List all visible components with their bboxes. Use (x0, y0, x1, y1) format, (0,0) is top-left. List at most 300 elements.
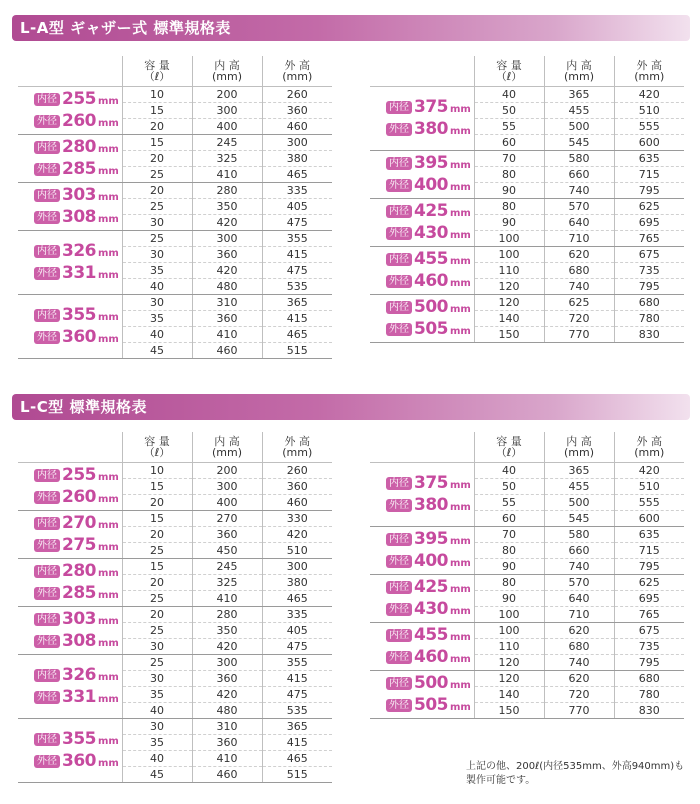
outer-height-cell: 535 (262, 702, 332, 718)
outer-diameter-value: 505 (414, 695, 448, 715)
table-row (18, 558, 332, 574)
capacity-cell: 20 (122, 150, 192, 166)
inner-height-cell: 740 (544, 182, 614, 198)
inner-diameter (386, 96, 474, 118)
outer-height-header-label: 外 高 (284, 434, 310, 448)
inner-diameter-value: 303 (62, 185, 96, 205)
outer-height-cell: 330 (262, 510, 332, 526)
capacity-header-label: 容 量 (144, 434, 170, 448)
inner-diameter-value: 425 (414, 201, 448, 221)
outer-diameter-value: 380 (414, 495, 448, 515)
capacity-cell: 20 (122, 526, 192, 542)
diameter-label (18, 134, 122, 182)
capacity-cell: 70 (474, 526, 544, 542)
capacity-header-unit: （ℓ） (495, 69, 523, 83)
capacity-cell: 25 (122, 622, 192, 638)
outer-diameter-value: 275 (62, 535, 96, 555)
inner-diameter-value: 395 (414, 153, 448, 173)
header-blank (18, 56, 122, 86)
outer-diameter-value: 360 (62, 327, 96, 347)
inner-height-header-label: 内 高 (566, 58, 592, 72)
capacity-cell: 120 (474, 294, 544, 310)
outer-height-cell: 420 (614, 86, 684, 102)
outer-height-cell: 695 (614, 214, 684, 230)
inner-height-cell: 310 (192, 718, 262, 734)
outer-height-cell: 360 (262, 102, 332, 118)
outer-diameter-unit: mm (98, 270, 119, 281)
capacity-cell: 20 (122, 606, 192, 622)
outer-diameter (386, 694, 474, 716)
inner-height-cell: 300 (192, 230, 262, 246)
inner-diameter-unit: mm (450, 256, 471, 267)
table-row (18, 230, 332, 246)
outer-height-cell: 260 (262, 462, 332, 478)
table-row (18, 86, 332, 102)
capacity-cell: 30 (122, 246, 192, 262)
outer-height-cell: 515 (262, 342, 332, 358)
outer-diameter (34, 158, 122, 180)
table-row (18, 462, 332, 478)
inner-diameter-badge: 内径 (386, 253, 412, 266)
outer-diameter-value: 430 (414, 599, 448, 619)
inner-height-cell: 740 (544, 278, 614, 294)
capacity-cell: 120 (474, 670, 544, 686)
inner-diameter-unit: mm (450, 584, 471, 595)
capacity-cell: 45 (122, 766, 192, 782)
inner-diameter-badge: 内径 (386, 677, 412, 690)
capacity-cell: 40 (474, 462, 544, 478)
table-row (18, 510, 332, 526)
outer-height-cell: 420 (614, 462, 684, 478)
outer-height-cell: 795 (614, 278, 684, 294)
outer-diameter-unit: mm (98, 590, 119, 601)
inner-height-cell: 580 (544, 526, 614, 542)
inner-diameter (34, 184, 122, 206)
outer-height-cell: 780 (614, 310, 684, 326)
inner-height-cell: 360 (192, 670, 262, 686)
inner-height-cell: 680 (544, 262, 614, 278)
diameter-label (18, 654, 122, 718)
outer-height-cell: 465 (262, 750, 332, 766)
inner-diameter-badge: 内径 (34, 565, 60, 578)
outer-diameter-badge: 外径 (34, 331, 60, 344)
capacity-cell: 55 (474, 494, 544, 510)
outer-diameter-unit: mm (450, 182, 471, 193)
diameter-label (18, 86, 122, 134)
inner-height-cell: 620 (544, 246, 614, 262)
diameter-label (370, 574, 474, 622)
inner-height-cell: 770 (544, 702, 614, 718)
outer-diameter-unit: mm (98, 118, 119, 129)
outer-diameter (34, 534, 122, 556)
outer-height-cell: 300 (262, 558, 332, 574)
inner-diameter-badge: 内径 (34, 469, 60, 482)
table-row (370, 622, 684, 638)
outer-height-cell: 535 (262, 278, 332, 294)
inner-height-cell: 280 (192, 606, 262, 622)
outer-diameter (386, 270, 474, 292)
outer-height-cell: 795 (614, 182, 684, 198)
inner-diameter (34, 240, 122, 262)
diameter-label (18, 718, 122, 782)
outer-height-cell: 465 (262, 166, 332, 182)
inner-diameter-unit: mm (98, 472, 119, 483)
diameter-label (18, 294, 122, 358)
inner-height-cell: 720 (544, 686, 614, 702)
inner-height-cell: 410 (192, 590, 262, 606)
inner-diameter (34, 560, 122, 582)
outer-diameter-value: 260 (62, 111, 96, 131)
inner-diameter-value: 500 (414, 673, 448, 693)
outer-diameter (34, 326, 122, 348)
diameter-label (370, 294, 474, 342)
capacity-cell: 20 (122, 118, 192, 134)
outer-height-cell: 635 (614, 526, 684, 542)
outer-height-cell: 360 (262, 478, 332, 494)
inner-height-cell: 480 (192, 278, 262, 294)
capacity-cell: 100 (474, 606, 544, 622)
outer-height-cell: 475 (262, 638, 332, 654)
outer-height-cell: 635 (614, 150, 684, 166)
inner-height-header-unit: (mm) (563, 69, 594, 83)
table-row (370, 150, 684, 166)
outer-height-cell: 555 (614, 494, 684, 510)
table-row (18, 718, 332, 734)
header-blank (370, 432, 474, 462)
outer-height-cell: 675 (614, 246, 684, 262)
inner-diameter-value: 280 (62, 137, 96, 157)
capacity-cell: 15 (122, 478, 192, 494)
outer-diameter-unit: mm (450, 126, 471, 137)
outer-diameter (34, 630, 122, 652)
diameter-label (18, 182, 122, 230)
inner-diameter-unit: mm (98, 144, 119, 155)
inner-diameter (34, 728, 122, 750)
inner-height-cell: 200 (192, 86, 262, 102)
diameter-label (370, 150, 474, 198)
outer-height-cell: 680 (614, 670, 684, 686)
inner-diameter-unit: mm (98, 96, 119, 107)
inner-diameter-value: 375 (414, 97, 448, 117)
capacity-cell: 80 (474, 542, 544, 558)
capacity-cell: 30 (122, 670, 192, 686)
outer-diameter-value: 331 (62, 263, 96, 283)
inner-diameter-badge: 内径 (34, 517, 60, 530)
inner-diameter-value: 270 (62, 513, 96, 533)
inner-height-cell: 365 (544, 86, 614, 102)
inner-height-cell: 660 (544, 542, 614, 558)
outer-diameter-unit: mm (450, 558, 471, 569)
inner-diameter (386, 296, 474, 318)
capacity-cell: 30 (122, 718, 192, 734)
outer-diameter-value: 308 (62, 631, 96, 651)
inner-height-cell: 360 (192, 310, 262, 326)
outer-diameter-badge: 外径 (34, 635, 60, 648)
inner-diameter (34, 304, 122, 326)
outer-height-cell: 795 (614, 654, 684, 670)
outer-diameter-unit: mm (450, 702, 471, 713)
outer-height-cell: 260 (262, 86, 332, 102)
capacity-cell: 110 (474, 638, 544, 654)
diameter-label (18, 558, 122, 606)
inner-diameter-badge: 内径 (34, 93, 60, 106)
diameter-label (370, 462, 474, 526)
inner-height-cell: 350 (192, 198, 262, 214)
table-row (18, 294, 332, 310)
inner-diameter-badge: 内径 (34, 613, 60, 626)
inner-diameter-value: 375 (414, 473, 448, 493)
capacity-cell: 140 (474, 686, 544, 702)
capacity-cell: 80 (474, 166, 544, 182)
inner-height-cell: 770 (544, 326, 614, 342)
inner-diameter (34, 512, 122, 534)
outer-height-cell: 365 (262, 718, 332, 734)
inner-diameter-unit: mm (450, 480, 471, 491)
outer-height-cell: 405 (262, 198, 332, 214)
inner-height-cell: 620 (544, 622, 614, 638)
inner-diameter-unit: mm (450, 536, 471, 547)
capacity-cell: 50 (474, 102, 544, 118)
outer-height-cell: 475 (262, 262, 332, 278)
outer-height-cell: 680 (614, 294, 684, 310)
capacity-header (474, 56, 544, 86)
outer-diameter (386, 174, 474, 196)
inner-diameter-value: 455 (414, 249, 448, 269)
diameter-label (18, 606, 122, 654)
outer-height-cell: 625 (614, 198, 684, 214)
inner-height-header-label: 内 高 (214, 58, 240, 72)
inner-diameter-unit: mm (98, 672, 119, 683)
capacity-cell: 40 (122, 326, 192, 342)
inner-diameter-unit: mm (450, 104, 471, 115)
outer-height-cell: 465 (262, 326, 332, 342)
outer-height-cell: 380 (262, 150, 332, 166)
outer-diameter-value: 380 (414, 119, 448, 139)
outer-diameter-badge: 外径 (34, 539, 60, 552)
outer-height-cell: 460 (262, 118, 332, 134)
outer-diameter-unit: mm (450, 278, 471, 289)
inner-diameter-unit: mm (450, 304, 471, 315)
inner-height-cell: 455 (544, 478, 614, 494)
outer-height-cell: 365 (262, 294, 332, 310)
outer-height-header-label: 外 高 (636, 58, 662, 72)
inner-diameter (386, 528, 474, 550)
outer-diameter-badge: 外径 (34, 163, 60, 176)
inner-diameter-unit: mm (98, 736, 119, 747)
capacity-cell: 40 (122, 278, 192, 294)
outer-height-cell: 510 (262, 542, 332, 558)
inner-height-cell: 245 (192, 558, 262, 574)
diameter-label (370, 670, 474, 718)
inner-diameter-unit: mm (450, 208, 471, 219)
inner-diameter (34, 608, 122, 630)
capacity-cell: 35 (122, 686, 192, 702)
footnote-line: 上記の他、200ℓ(内径535mm、外高940mm)も (466, 761, 685, 772)
capacity-cell: 15 (122, 510, 192, 526)
outer-diameter-badge: 外径 (34, 587, 60, 600)
outer-diameter-badge: 外径 (386, 651, 412, 664)
capacity-header-label: 容 量 (496, 434, 522, 448)
inner-height-header-label: 内 高 (214, 434, 240, 448)
capacity-cell: 25 (122, 166, 192, 182)
outer-height-header-unit: (mm) (282, 445, 313, 459)
inner-height-cell: 270 (192, 510, 262, 526)
inner-height-header-unit: (mm) (563, 445, 594, 459)
outer-height-cell: 795 (614, 558, 684, 574)
outer-height-cell: 300 (262, 134, 332, 150)
inner-height-header (544, 56, 614, 86)
outer-diameter (34, 582, 122, 604)
outer-height-cell: 715 (614, 166, 684, 182)
inner-height-cell: 545 (544, 510, 614, 526)
table-row (18, 134, 332, 150)
inner-height-cell: 625 (544, 294, 614, 310)
outer-diameter-value: 430 (414, 223, 448, 243)
diameter-label (370, 86, 474, 150)
table-row (18, 182, 332, 198)
outer-diameter-unit: mm (98, 638, 119, 649)
capacity-cell: 40 (122, 750, 192, 766)
inner-height-header (192, 432, 262, 462)
capacity-cell: 100 (474, 230, 544, 246)
inner-diameter-value: 425 (414, 577, 448, 597)
header-row (18, 56, 332, 86)
outer-height-header-unit: (mm) (634, 69, 665, 83)
outer-diameter-badge: 外径 (34, 691, 60, 704)
inner-diameter-badge: 内径 (34, 669, 60, 682)
outer-diameter-value: 460 (414, 647, 448, 667)
outer-diameter-value: 308 (62, 207, 96, 227)
outer-diameter (386, 550, 474, 572)
outer-height-cell: 780 (614, 686, 684, 702)
inner-height-cell: 455 (544, 102, 614, 118)
capacity-header (474, 432, 544, 462)
capacity-cell: 30 (122, 294, 192, 310)
inner-diameter (386, 472, 474, 494)
inner-height-cell: 740 (544, 558, 614, 574)
inner-height-cell: 720 (544, 310, 614, 326)
capacity-cell: 70 (474, 150, 544, 166)
outer-diameter-badge: 外径 (34, 267, 60, 280)
outer-height-cell: 510 (614, 102, 684, 118)
capacity-header-label: 容 量 (496, 58, 522, 72)
inner-height-cell: 710 (544, 606, 614, 622)
inner-height-header-label: 内 高 (566, 434, 592, 448)
capacity-cell: 20 (122, 494, 192, 510)
outer-diameter-value: 400 (414, 175, 448, 195)
outer-height-cell: 675 (614, 622, 684, 638)
header-blank (18, 432, 122, 462)
outer-diameter (386, 222, 474, 244)
capacity-cell: 35 (122, 310, 192, 326)
inner-height-cell: 410 (192, 326, 262, 342)
footnote (466, 760, 684, 788)
diameter-label (370, 246, 474, 294)
outer-diameter-unit: mm (450, 502, 471, 513)
inner-diameter-value: 395 (414, 529, 448, 549)
capacity-cell: 90 (474, 214, 544, 230)
inner-height-cell: 360 (192, 246, 262, 262)
inner-height-header (192, 56, 262, 86)
outer-diameter (386, 118, 474, 140)
spec-table-la-right (370, 56, 684, 343)
inner-diameter-value: 255 (62, 465, 96, 485)
capacity-cell: 80 (474, 198, 544, 214)
inner-diameter-value: 326 (62, 241, 96, 261)
outer-diameter-badge: 外径 (386, 603, 412, 616)
outer-diameter-badge: 外径 (386, 179, 412, 192)
outer-height-header (262, 56, 332, 86)
capacity-cell: 100 (474, 622, 544, 638)
inner-height-cell: 420 (192, 214, 262, 230)
inner-height-cell: 410 (192, 166, 262, 182)
outer-height-cell: 830 (614, 702, 684, 718)
inner-height-cell: 710 (544, 230, 614, 246)
table-row (370, 198, 684, 214)
outer-diameter-unit: mm (450, 654, 471, 665)
outer-diameter-value: 360 (62, 751, 96, 771)
inner-height-cell: 420 (192, 686, 262, 702)
inner-diameter-unit: mm (450, 160, 471, 171)
capacity-cell: 80 (474, 574, 544, 590)
outer-diameter-unit: mm (98, 166, 119, 177)
inner-height-cell: 300 (192, 654, 262, 670)
outer-height-cell: 355 (262, 230, 332, 246)
table-row (18, 606, 332, 622)
outer-height-cell: 355 (262, 654, 332, 670)
inner-height-cell: 300 (192, 478, 262, 494)
outer-diameter-unit: mm (450, 606, 471, 617)
capacity-header (122, 56, 192, 86)
outer-height-header-label: 外 高 (284, 58, 310, 72)
inner-height-cell: 410 (192, 750, 262, 766)
inner-height-cell: 640 (544, 214, 614, 230)
capacity-cell: 20 (122, 182, 192, 198)
inner-height-cell: 460 (192, 342, 262, 358)
inner-diameter (386, 672, 474, 694)
outer-diameter (34, 750, 122, 772)
outer-diameter (386, 318, 474, 340)
outer-height-cell: 475 (262, 686, 332, 702)
outer-height-cell: 475 (262, 214, 332, 230)
inner-diameter-value: 303 (62, 609, 96, 629)
outer-diameter-badge: 外径 (34, 115, 60, 128)
outer-diameter-badge: 外径 (386, 555, 412, 568)
inner-diameter-badge: 内径 (386, 205, 412, 218)
outer-height-cell: 735 (614, 262, 684, 278)
capacity-cell: 120 (474, 654, 544, 670)
inner-diameter-badge: 内径 (386, 629, 412, 642)
outer-diameter-value: 285 (62, 583, 96, 603)
capacity-cell: 10 (122, 86, 192, 102)
inner-diameter-unit: mm (98, 616, 119, 627)
inner-diameter-unit: mm (98, 192, 119, 203)
inner-height-cell: 640 (544, 590, 614, 606)
inner-height-header-unit: (mm) (211, 69, 242, 83)
outer-height-cell: 420 (262, 526, 332, 542)
outer-height-header (614, 432, 684, 462)
inner-height-cell: 325 (192, 574, 262, 590)
inner-height-cell: 420 (192, 262, 262, 278)
inner-diameter-badge: 内径 (34, 189, 60, 202)
outer-diameter-unit: mm (98, 214, 119, 225)
diameter-label (18, 230, 122, 294)
header-row (370, 56, 684, 86)
outer-height-cell: 465 (262, 590, 332, 606)
outer-height-header-unit: (mm) (282, 69, 313, 83)
outer-diameter-value: 331 (62, 687, 96, 707)
inner-diameter-value: 280 (62, 561, 96, 581)
